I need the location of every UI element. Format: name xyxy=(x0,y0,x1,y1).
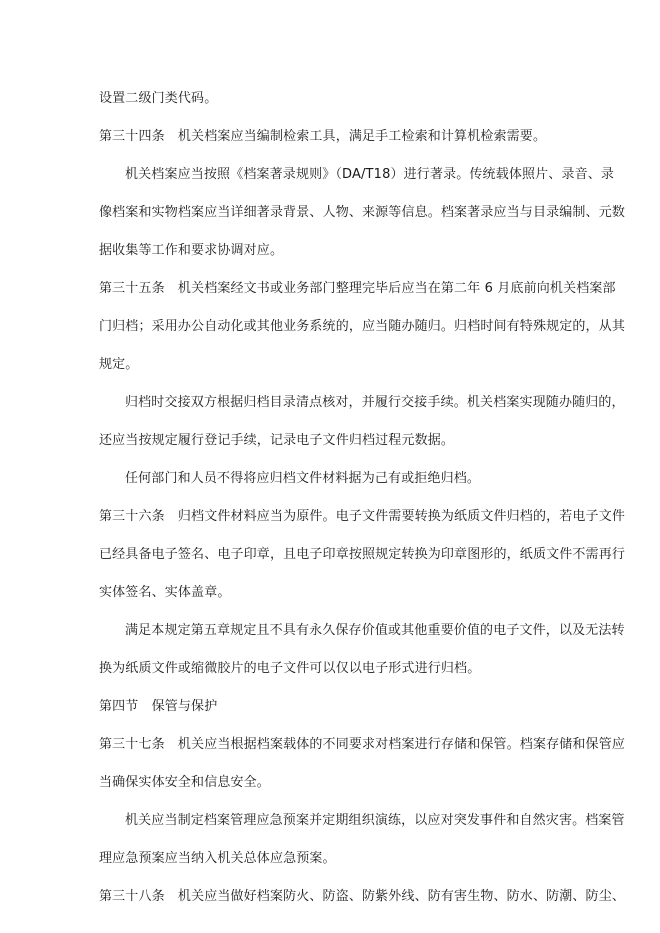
article-35-heading-line: 第三十五条 机关档案经文书或业务部门整理完毕后应当在第二年 6 月底前向机关档案部 xyxy=(99,281,616,296)
article-34-heading-line: 第三十四条 机关档案应当编制检索工具，满足手工检索和计算机检索需要。 xyxy=(99,129,547,144)
paragraph-line: 任何部门和人员不得将应归档文件材料据为己有或拒绝归档。 xyxy=(125,471,481,486)
paragraph-line: 理应急预案应当纳入机关总体应急预案。 xyxy=(99,851,336,866)
paragraph-line: 归档时交接双方根据归档目录清点核对，并履行交接手续。机关档案实现随办随归的， xyxy=(125,395,625,410)
document-body xyxy=(99,86,626,910)
paragraph-line: 还应当按规定履行登记手续，记录电子文件归档过程元数据。 xyxy=(99,433,455,448)
paragraph-line: 规定。 xyxy=(99,357,139,372)
text-line: 设置二级门类代码。 xyxy=(99,91,218,106)
paragraph-line: 换为纸质文件或缩微胶片的电子文件可以仅以电子形式进行归档。 xyxy=(99,661,481,676)
paragraph-line: 机关档案应当按照《档案著录规则》（DA/T18）进行著录。传统载体照片、录音、录 xyxy=(125,167,615,182)
paragraph-line: 实体签名、实体盖章。 xyxy=(99,585,231,600)
paragraph-line: 满足本规定第五章规定且不具有永久保存价值或其他重要价值的电子文件，以及无法转 xyxy=(125,623,625,638)
article-37-heading-line: 第三十七条 机关应当根据档案载体的不同要求对档案进行存储和保管。档案存储和保管应 xyxy=(99,737,626,752)
paragraph-line: 像档案和实物档案应当详细著录背景、人物、来源等信息。档案著录应当与目录编制、元数 xyxy=(99,205,626,220)
article-36-heading-line: 第三十六条 归档文件材料应当为原件。电子文件需要转换为纸质文件归档的，若电子文件 xyxy=(99,509,626,524)
paragraph-line: 已经具备电子签名、电子印章，且电子印章按照规定转换为印章图形的，纸质文件不需再行 xyxy=(99,547,626,562)
paragraph-line: 机关应当制定档案管理应急预案并定期组织演练，以应对突发事件和自然灾害。档案管 xyxy=(125,813,625,828)
article-38-heading-line: 第三十八条 机关应当做好档案防火、防盗、防紫外线、防有害生物、防水、防潮、防尘、 xyxy=(99,889,626,904)
paragraph-line: 当确保实体安全和信息安全。 xyxy=(99,775,270,790)
paragraph-line: 门归档；采用办公自动化或其他业务系统的，应当随办随归。归档时间有特殊规定的，从其 xyxy=(99,319,626,334)
paragraph-line: 据收集等工作和要求协调对应。 xyxy=(99,243,284,258)
section-heading: 第四节 保管与保护 xyxy=(99,699,218,714)
